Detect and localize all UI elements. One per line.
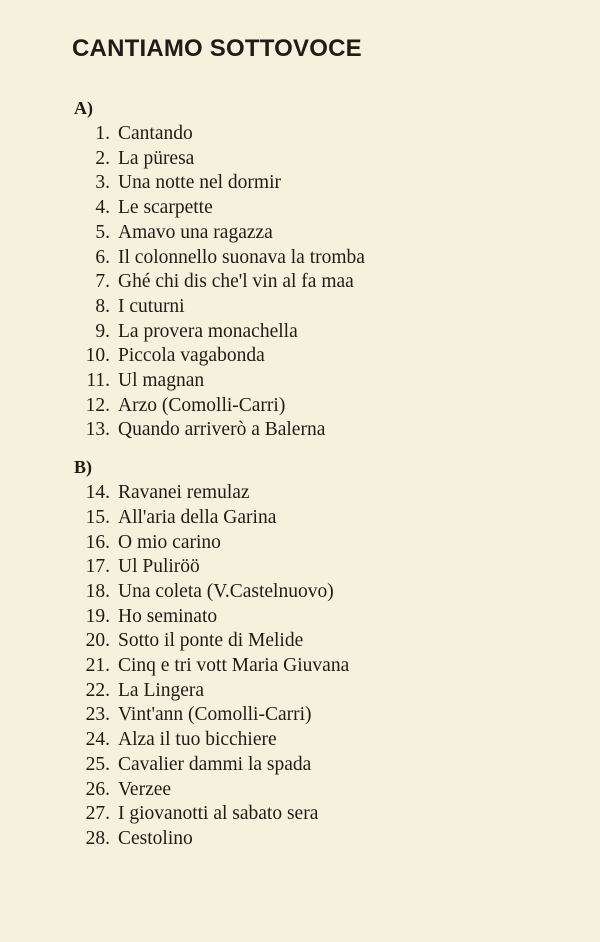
track-title: Alza il tuo bicchiere [118,729,277,751]
track-number: 25. [85,753,110,775]
track-item [72,481,560,506]
track-title: Le scarpette [118,197,213,219]
track-item [72,394,560,419]
track-title: Ul Puliröö [118,556,200,578]
track-number: 21. [85,655,110,677]
track-number: 1. [95,123,110,144]
track-number: 18. [85,580,110,602]
track-title: Il colonnello suonava la tromba [118,246,365,268]
track-item [72,778,560,803]
track-title: I giovanotti al sabato sera [118,803,319,825]
track-item [72,221,560,246]
track-title: Verzee [118,778,172,800]
track-item [72,295,560,320]
track-item [72,122,560,147]
track-title: I cuturni [118,295,185,317]
track-number: 11. [86,370,110,392]
track-item [72,827,560,852]
side-b-section [72,455,560,852]
track-title: Cantando [118,123,193,144]
track-number: 10. [85,345,110,367]
track-number: 20. [85,630,110,652]
track-item [72,320,560,345]
track-item [72,753,560,778]
track-number: 16. [85,531,110,553]
track-number: 12. [85,394,110,416]
side-a-label: A) [74,98,93,118]
track-item [72,506,560,531]
side-b-label: B) [74,457,92,478]
track-title: Quando arriverò a Balerna [118,419,326,441]
track-title: Arzo (Comolli-Carri) [118,394,286,416]
track-title: Ho seminato [118,605,218,627]
track-item [72,270,560,295]
track-title: Una notte nel dormir [118,172,281,194]
track-number: 27. [85,803,110,825]
track-item [72,246,560,271]
track-title: Piccola vagabonda [118,345,265,367]
track-item [72,580,560,605]
track-item [72,703,560,728]
track-title: All'aria della Garina [118,506,277,528]
side-a-track-list [72,122,560,443]
track-title: Cavalier dammi la spada [118,753,312,775]
track-item [72,728,560,753]
track-title: Una coleta (V.Castelnuovo) [118,580,334,602]
track-number: 22. [85,679,110,701]
track-item [72,654,560,679]
track-title: Amavo una ragazza [118,221,273,243]
track-item [72,171,560,196]
track-number: 5. [95,221,110,243]
track-item [72,418,560,443]
track-number: 26. [85,778,110,800]
track-title: La püresa [118,147,195,169]
track-title: La provera monachella [118,320,298,342]
track-number: 7. [95,271,110,293]
track-title: La Lingera [118,679,205,701]
track-item [72,531,560,556]
track-title: Ghé chi dis che'l vin al fa maa [118,271,354,293]
track-title: Vint'ann (Comolli-Carri) [118,704,312,726]
track-item [72,802,560,827]
track-number: 14. [85,482,110,504]
track-title: Ul magnan [118,370,205,392]
page-title: CANTIAMO SOTTOVOCE [72,35,362,62]
track-number: 23. [85,704,110,726]
track-number: 17. [85,556,110,578]
track-title: O mio carino [118,531,221,553]
track-number: 6. [95,246,110,268]
track-title: Sotto il ponte di Melide [118,630,304,652]
side-a-section [72,96,560,443]
track-item [72,679,560,704]
track-item [72,605,560,630]
track-item [72,629,560,654]
track-item [72,344,560,369]
track-item [72,555,560,580]
track-title: Cestolino [118,827,193,849]
track-number: 9. [95,320,110,342]
track-number: 28. [85,827,110,849]
track-item [72,196,560,221]
track-number: 2. [95,147,110,169]
track-number: 19. [85,605,110,627]
track-title: Cinq e tri vott Maria Giuvana [118,655,350,677]
track-item [72,147,560,172]
track-item [72,369,560,394]
track-number: 13. [85,419,110,441]
track-number: 4. [95,197,110,219]
track-number: 8. [95,295,110,317]
side-b-track-list [72,481,560,852]
track-number: 15. [85,506,110,528]
track-title: Ravanei remulaz [118,482,250,504]
track-number: 3. [95,172,110,194]
track-number: 24. [85,729,110,751]
